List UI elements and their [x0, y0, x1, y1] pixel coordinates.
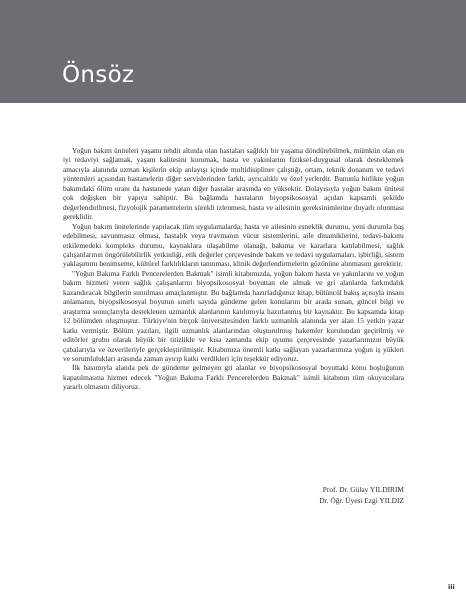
signature-author-2: Dr. Öğr. Üyesi Ezgi YILDIZ: [319, 495, 404, 505]
signature-block: [319, 485, 404, 506]
chapter-header-band: [0, 0, 466, 103]
paragraph: Yoğun bakım üniteleri yaşamı tehdit altında olan hastaları sağlıklı bir yaşama döndürebilmek, mümkün olan en iyi tedaviyi sağlamak, yaşam kalitesini korumak, hasta ve yakınlarını fiziksel-duygusal olarak desteklemek amacıyla alanında uzman kişilerin ekip anlayışı içinde multidisipliner çalıştığı, ortam, teknik donanım ve tedavi yöntemleri açısından hastanelerin diğer servislerinden farklı, ayrıcalıklı ve özel yerlerdir. Bununla birlikte yoğun bakımdaki ölüm oranı da hastanede yatan diğer hastalar arasında en yüksektir. Dolayısıyla yoğun bakım ünitesi çok değişken bir yapıya sahiptir. Bu bağlamda hastaların biyopsikososyal açıdan kapsamlı şekilde değerlendirilmesi, fizyolojik parametrelerin sürekli izlenmesi, hasta ve ailesinin gereksinimlerine duyarlı olunması gereklidir.: [63, 146, 404, 222]
paragraph: İlk basımıyla alanda pek de gündeme gelmeyen gri alanlar ve biyopsikososyal boyuttaki konu boşluğunun kapatılmasına hizmet edecek "Yoğun Bakıma Farklı Pencerelerden Bakmak" isimli kitabının tüm okuyuculara yararlı olmasını diliyoruz.: [63, 363, 404, 392]
paragraph: Yoğun bakım ünitelerinde yapılacak tüm uygulamalarda; hasta ve ailesinin esneklik durumu, yeni durumla baş edebilmesi, savunmasız olması, hastalık veya travmanın vücut sistemlerini, aile dinamiklerini, tedavi-bakımı etkilemedeki kompleks durumu, kaynaklara ulaşabilme olanağı, bakıma ve kararlara katılabilmesi, sağlık çalışanlarının öngörülebilirlik yetkinliği, etik değerler çerçevesinde bakım ve tedavi uygulamaları, işbirliği, sistem yaklaşımını benimseme, kültürel farklılıkların tanınması, klinik değerlendirmelerin gözönüne alınmasını gerektirir.: [63, 221, 404, 269]
paragraph: "Yoğun Bakıma Farklı Pencerelerden Bakmak" isimli kitabımızda, yoğun bakım hasta ve yakınlarını ve yoğun bakım hizmeti veren sağlık çalışanlarını biyopsikososyal boyuttan ele almak ve gri alanlarda farkındalık kazandıracak bilgilerin sunulması amaçlanmıştır. Bu bağlamda hazırladığımız kitap, bütüncül bakış açısıyla insanı anlamanın, biyopsikososyal boyutun sınırlı sayıda gündeme gelen konularını bir arada sunan, güncel bilgi ve araştırma sonuçlarıyla desteklenen uzmanlık alanlarının katılımıyla hazırlanmış bir kaynaktır. Bu kapsamda kitap 12 bölümden oluşmuştur. Türkiye'nin birçok üniversitesinden farklı uzmanlık alanında yer alan 15 yetkin yazar katkı vermiştir. Bölüm yazıları, ilgili uzmanlık alanlarından oluşturulmuş hakemler kurulundan geçirilmiş ve editörler grubu olarak büyük bir titizlikle ve kısa zamanda ekip uyumu çerçevesinde yazarlarımızın büyük çabalarıyla ve özverileriyle gerçekleştirilmiştir. Kitabımıza önemli katkı sağlayan yazarlarımıza yoğun iş yükleri ve sorumlulukları arasında zaman ayırıp katkı verdikleri için teşekkür ediyoruz.: [63, 268, 404, 363]
preface-body: [63, 146, 404, 392]
page-title: Önsöz: [62, 62, 135, 88]
signature-author-1: Prof. Dr. Gülay YILDIRIM: [322, 485, 404, 494]
page-number: iii: [448, 583, 455, 591]
